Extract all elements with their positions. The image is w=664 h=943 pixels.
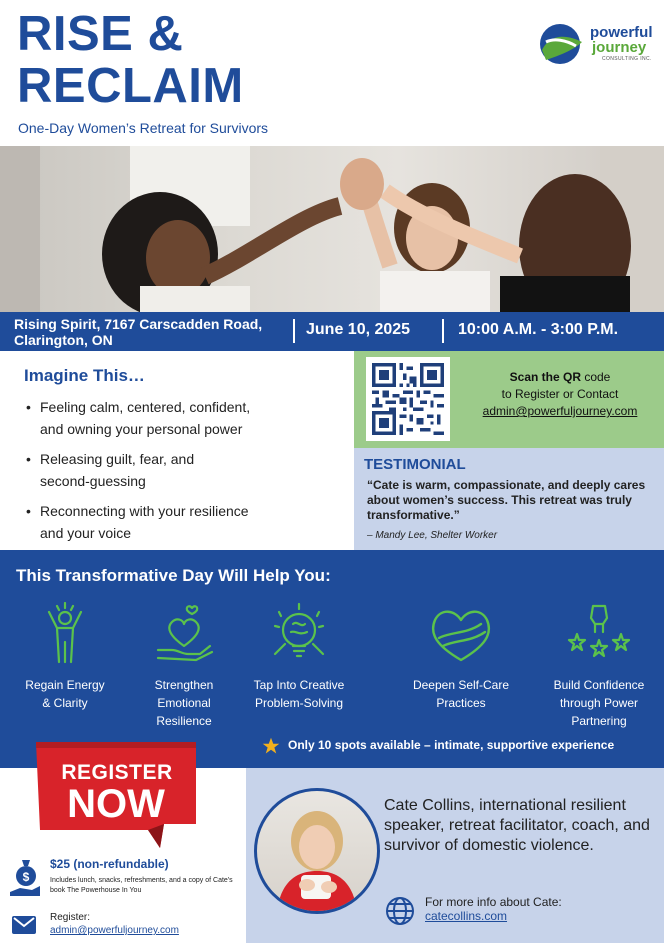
benefit-item: [5, 602, 125, 712]
location-line-1: Rising Spirit, 7167 Carscadden Road,: [14, 316, 263, 332]
star-icon: [262, 737, 280, 755]
more-info-label: For more info about Cate:: [425, 895, 562, 909]
imagine-list: [22, 396, 342, 552]
globe-icon: [385, 896, 415, 926]
testimonial-heading: TESTIMONIAL: [364, 456, 466, 473]
divider: [442, 319, 444, 343]
list-item-line: and owning your personal power: [40, 421, 243, 437]
heart-hand-icon: [152, 602, 216, 666]
benefit-label: [5, 676, 125, 712]
benefit-item: [401, 602, 521, 712]
hero-photo: [0, 146, 664, 312]
qr-scan-label: Scan the QR: [509, 370, 581, 384]
list-item-line: and your voice: [40, 525, 132, 541]
page-subtitle: One-Day Women’s Retreat for Survivors: [18, 120, 269, 136]
divider: [293, 319, 295, 343]
powerful-journey-logo: [536, 20, 658, 68]
testimonial-quote: “Cate is warm, compassionate, and deeply cares about women’s success. This retreat was truly transformative.”: [367, 478, 646, 522]
women-high-five-illustration: [0, 146, 664, 312]
spots-notice: Only 10 spots available – intimate, supportive experience: [288, 738, 615, 752]
list-item-line: • Reconnecting with your resilience: [40, 503, 249, 519]
speaker-bio: Cate Collins, international resilient speaker, retreat facilitator, coach, and survivor of domestic violence.: [384, 797, 650, 854]
brain-bulb-icon: [267, 602, 331, 666]
logo-text-consulting: CONSULTING INC.: [602, 56, 652, 62]
location-line-2: Clarington, ON: [14, 332, 113, 348]
list-item: [22, 448, 342, 492]
benefit-label-line: through Power: [559, 696, 639, 710]
benefit-label-line: Partnering: [571, 714, 627, 728]
benefit-label-line: Emotional: [157, 696, 211, 710]
register-email-link[interactable]: admin@powerfuljourney.com: [50, 925, 179, 936]
register-label: Register:: [50, 912, 91, 923]
benefit-label: [401, 676, 521, 712]
event-time: 10:00 A.M. - 3:00 P.M.: [458, 321, 619, 338]
event-info-bar: [0, 312, 664, 351]
benefit-label-line: Regain Energy: [25, 678, 105, 692]
benefit-label-line: Deepen Self-Care: [412, 678, 510, 692]
benefit-item: [124, 602, 244, 730]
page-title: [17, 8, 244, 112]
self-hug-icon: [423, 602, 499, 666]
logo-text-powerful: powerful: [590, 24, 653, 41]
testimonial-attribution: – Mandy Lee, Shelter Worker: [367, 530, 498, 541]
svg-text:$: $: [22, 870, 30, 884]
benefit-label: [239, 676, 359, 712]
price: $25 (non-refundable): [50, 857, 169, 871]
benefit-label-line: Practices: [436, 696, 486, 710]
benefits-section: [0, 550, 664, 768]
qr-line-1: [460, 369, 660, 386]
benefit-label-line: & Clarity: [42, 696, 88, 710]
benefits-heading: This Transformative Day Will Help You:: [16, 566, 331, 585]
qr-instructions: [460, 369, 660, 420]
title-line-1: RISE &: [17, 7, 184, 61]
register-banner-word-2: NOW: [67, 782, 165, 826]
email-icon: [12, 916, 36, 934]
benefit-item: [539, 602, 659, 730]
money-bag-icon: [10, 858, 42, 898]
qr-code-label: code: [581, 370, 611, 384]
event-date: June 10, 2025: [306, 321, 411, 338]
benefit-label-line: Problem-Solving: [254, 696, 344, 710]
benefit-label-line: Tap Into Creative: [253, 678, 345, 692]
speaker-photo: [254, 788, 380, 914]
benefit-label-line: Build Confidence: [553, 678, 645, 692]
qr-panel: [354, 351, 664, 448]
benefit-label: [539, 676, 659, 730]
price-description: Includes lunch, snacks, refreshments, and a copy of Cate's book The Powerhouse In You: [50, 877, 233, 894]
speaker-portrait-illustration: [257, 791, 377, 911]
logo-text-journey: journey: [592, 39, 647, 56]
contact-email-link[interactable]: admin@powerfuljourney.com: [482, 404, 638, 418]
qr-line-2: to Register or Contact: [501, 387, 619, 401]
imagine-heading: Imagine This…: [24, 366, 145, 385]
person-energy-icon: [35, 602, 95, 666]
fist-stars-icon: [567, 602, 631, 666]
benefit-label: [124, 676, 244, 730]
speaker-panel: [246, 768, 664, 943]
qr-code[interactable]: [366, 357, 450, 441]
speaker-website-link[interactable]: catecollins.com: [425, 909, 508, 923]
list-item-line: • Feeling calm, centered, confident,: [40, 399, 251, 415]
logo-swirl-icon: [536, 20, 588, 68]
qr-code-icon: [372, 363, 444, 435]
list-item: [22, 500, 342, 544]
benefit-item: [239, 602, 359, 712]
list-item: [22, 396, 342, 440]
testimonial-panel: [354, 448, 664, 550]
register-banner-word-1: REGISTER: [61, 761, 173, 784]
list-item-line: • Releasing guilt, fear, and: [40, 451, 195, 467]
list-item-line: second-guessing: [40, 473, 146, 489]
title-line-2: RECLAIM: [17, 59, 244, 113]
benefit-label-line: Strengthen: [154, 678, 214, 692]
benefit-label-line: Resilience: [156, 714, 212, 728]
event-location: [14, 316, 262, 348]
